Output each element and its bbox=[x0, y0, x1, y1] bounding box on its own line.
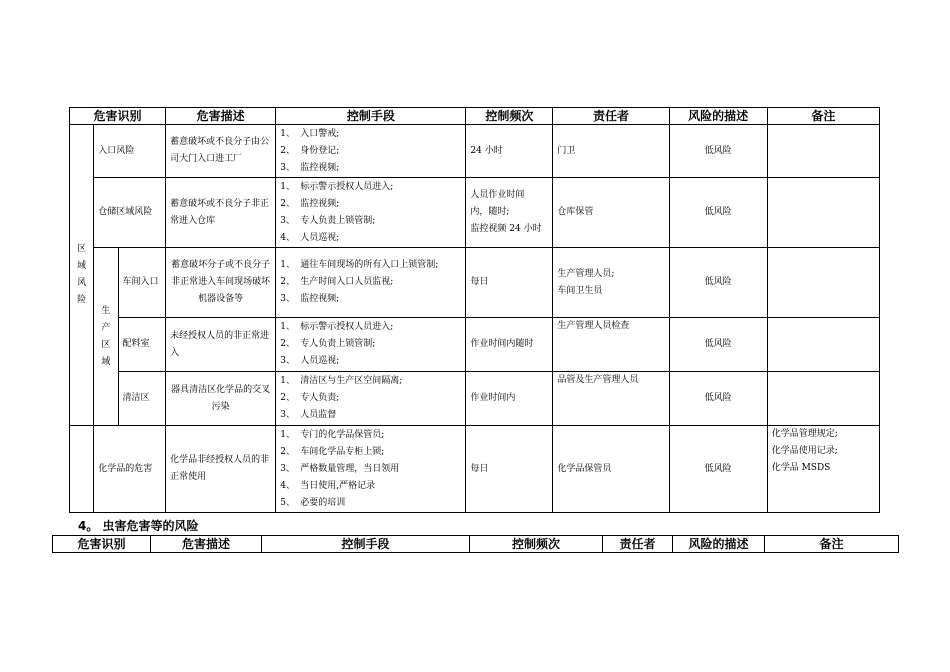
header-risk: 风险的描述 bbox=[673, 536, 765, 553]
header-owner: 责任者 bbox=[553, 108, 669, 125]
control-frequency: 作业时间内 bbox=[466, 372, 553, 426]
group-area-cell bbox=[70, 125, 94, 426]
control-frequency: 人员作业时间 内，随时; 监控视频 24 小时 bbox=[466, 178, 553, 248]
risk-level: 低风险 bbox=[669, 426, 767, 513]
owner: 生产管理人员; 车间卫生员 bbox=[553, 248, 669, 318]
control-list: 1、 标示警示授权人员进入; 2、 专人负责上锁管制; 3、 人员巡视; bbox=[276, 318, 466, 372]
table-row bbox=[70, 372, 880, 426]
group-production-label: 生 产 区 域 bbox=[101, 305, 111, 367]
control-list: 1、 入口警戒; 2、 身份登记; 3、 监控视频; bbox=[276, 125, 466, 178]
header-control: 控制手段 bbox=[262, 536, 470, 553]
hazard-id: 入口风险 bbox=[94, 125, 166, 178]
hazard-id: 化学品的危害 bbox=[94, 426, 166, 513]
control-frequency: 24 小时 bbox=[466, 125, 553, 178]
owner: 门卫 bbox=[553, 125, 669, 178]
risk-level: 低风险 bbox=[669, 178, 767, 248]
control-list: 1、 专门的化学品保管员; 2、 车间化学品专柜上锁; 3、 严格数量管理，当日领用 4、 当日使用,严格记录 5、 必要的培训 bbox=[276, 426, 466, 513]
owner: 化学品保管员 bbox=[553, 426, 669, 513]
note bbox=[767, 318, 879, 372]
risk-level: 低风险 bbox=[669, 372, 767, 426]
header-risk: 风险的描述 bbox=[669, 108, 767, 125]
header-note: 备注 bbox=[765, 536, 899, 553]
hazard-id: 仓储区域风险 bbox=[94, 178, 166, 248]
header-row bbox=[70, 108, 880, 125]
hazard-id: 清洁区 bbox=[118, 372, 166, 426]
note bbox=[767, 248, 879, 318]
control-list: 1、 清洁区与生产区空间隔离; 2、 专人负责; 3、 人员监督 bbox=[276, 372, 466, 426]
note bbox=[767, 125, 879, 178]
table-row bbox=[70, 248, 880, 318]
hazard-desc: 化学品非经授权人员的非正常使用 bbox=[166, 426, 276, 513]
owner: 仓库保管 bbox=[553, 178, 669, 248]
header-owner: 责任者 bbox=[603, 536, 673, 553]
header-hazard-desc: 危害描述 bbox=[151, 536, 262, 553]
note bbox=[767, 178, 879, 248]
header-control: 控制手段 bbox=[276, 108, 466, 125]
hazard-id: 车间入口 bbox=[118, 248, 166, 318]
risk-level: 低风险 bbox=[669, 318, 767, 372]
table-row bbox=[70, 426, 880, 513]
control-frequency: 作业时间内随时 bbox=[466, 318, 553, 372]
pest-risk-table bbox=[52, 535, 899, 553]
hazard-desc: 蓄意破坏或不良分子由公司大门入口进工厂 bbox=[166, 125, 276, 178]
control-list: 1、 标示警示授权人员进入; 2、 监控视频; 3、 专人负责上锁管制; 4、 人员巡视; bbox=[276, 178, 466, 248]
risk-table bbox=[69, 107, 880, 513]
header-hazard-id: 危害识别 bbox=[53, 536, 151, 553]
header-hazard-desc: 危害描述 bbox=[166, 108, 276, 125]
hazard-desc: 未经授权人员的非正常进入 bbox=[166, 318, 276, 372]
group-production-cell bbox=[94, 248, 118, 426]
owner: 生产管理人员检查 bbox=[553, 318, 669, 372]
header-hazard-id: 危害识别 bbox=[70, 108, 166, 125]
control-frequency: 每日 bbox=[466, 248, 553, 318]
hazard-desc: 蓄意破坏分子或不良分子非正常进入车间现场破坏机器设备等 bbox=[166, 248, 276, 318]
header-frequency: 控制频次 bbox=[466, 108, 553, 125]
table-row bbox=[70, 125, 880, 178]
note bbox=[767, 372, 879, 426]
risk-level: 低风险 bbox=[669, 248, 767, 318]
control-frequency: 每日 bbox=[466, 426, 553, 513]
note: 化学品管理规定; 化学品使用记录; 化学品 MSDS bbox=[767, 426, 879, 513]
risk-level: 低风险 bbox=[669, 125, 767, 178]
group-area-label: 区 域 风 险 bbox=[77, 244, 87, 305]
table-row bbox=[70, 178, 880, 248]
header-row bbox=[53, 536, 899, 553]
header-frequency: 控制频次 bbox=[470, 536, 603, 553]
hazard-desc: 蓄意破坏或不良分子非正常进入仓库 bbox=[166, 178, 276, 248]
section-title: 4。 虫害危害等的风险 bbox=[78, 519, 199, 533]
control-list: 1、 通往车间现场的所有入口上锁管制; 2、 生产时间入口人员监视; 3、 监控视频; bbox=[276, 248, 466, 318]
hazard-desc: 器具清洁区化学品的交叉污染 bbox=[166, 372, 276, 426]
hazard-id: 配料室 bbox=[118, 318, 166, 372]
table-row bbox=[70, 318, 880, 372]
group-empty-cell bbox=[70, 426, 94, 513]
owner: 品管及生产管理人员 bbox=[553, 372, 669, 426]
header-note: 备注 bbox=[767, 108, 879, 125]
